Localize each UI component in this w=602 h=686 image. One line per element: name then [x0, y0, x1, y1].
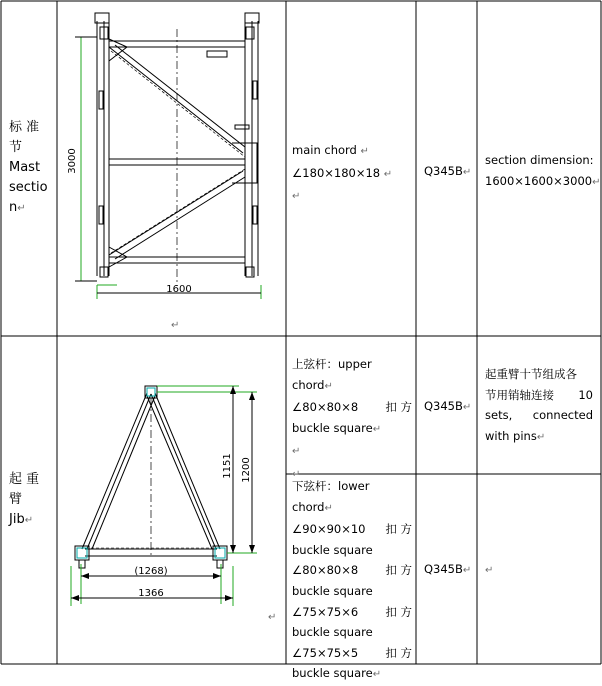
lower-chord-type-2: buckle square	[292, 583, 373, 598]
jib-remark-line1: 起重臂十节组成各	[485, 367, 577, 381]
upper-chord-title: 上弦杆：upper chord	[292, 357, 372, 392]
lower-chord-title: 下弦杆：lower chord	[292, 479, 370, 514]
jib-remark	[485, 364, 593, 448]
mast-grade-value: Q345B	[424, 164, 463, 178]
lower-chord-tag-3: 扣 方	[385, 604, 412, 619]
return-mark: ↵	[171, 320, 180, 331]
return-mark: ↵	[324, 380, 333, 392]
return-mark: ↵	[268, 612, 277, 623]
return-mark: ↵	[592, 176, 601, 188]
jib-drawing	[57, 336, 287, 664]
return-mark: ↵	[324, 502, 333, 514]
return-mark: ↵	[292, 446, 301, 458]
mast-remark-line1: section dimension:	[485, 153, 594, 167]
jib-remark-line3b: connected	[532, 408, 593, 423]
return-mark: ↵	[360, 146, 369, 157]
mast-remark	[485, 150, 599, 193]
return-mark: ↵	[292, 191, 301, 203]
return-mark: ↵	[17, 203, 26, 214]
return-mark: ↵	[536, 431, 546, 443]
return-mark: ↵	[462, 167, 472, 178]
mast-name-cn-2: 节	[9, 140, 23, 155]
mast-name-en: Mast	[9, 160, 41, 175]
mast-material-line2: ∠180×180×18	[292, 165, 381, 180]
lower-chord-tag-1: 扣 方	[385, 522, 412, 537]
return-mark: ↵	[485, 565, 494, 576]
jib-dim-1366: 1366	[138, 588, 164, 599]
jib-upper-grade-value: Q345B	[424, 399, 463, 413]
return-mark: ↵	[24, 515, 34, 526]
jib-dim-1151: 1151	[222, 453, 233, 479]
jib-lower-grade-value: Q345B	[424, 562, 463, 576]
return-mark: ↵	[372, 669, 382, 681]
jib-remark-line4: with pins	[485, 428, 537, 443]
lower-chord-tag-2: 扣 方	[385, 563, 412, 578]
jib-dim-1200: 1200	[241, 457, 252, 483]
mast-name-en-2: sectio	[9, 180, 48, 195]
jib-name	[9, 470, 55, 531]
jib-name-cn: 起 重	[9, 472, 40, 487]
lower-chord-size-2: ∠80×80×8	[292, 563, 359, 578]
lower-chord-size-4: ∠75×75×5	[292, 645, 359, 660]
jib-remark-line2b: 10	[578, 387, 593, 402]
return-mark: ↵	[372, 423, 382, 435]
upper-chord-tag: 扣 方	[385, 400, 412, 415]
lower-chord-type-1: buckle square	[292, 542, 373, 557]
lower-chord-tag-4: 扣 方	[385, 645, 412, 660]
mast-name	[9, 118, 55, 219]
jib-dim-1268: (1268)	[134, 566, 168, 577]
mast-remark-line2: 1600×1600×3000	[485, 173, 593, 188]
return-mark: ↵	[383, 168, 393, 180]
mast-grade	[424, 161, 471, 184]
jib-remark-line3: sets,	[485, 408, 513, 423]
return-mark: ↵	[462, 402, 472, 413]
jib-name-en: Jib	[9, 512, 25, 527]
mast-name-en-3: n	[9, 200, 18, 215]
mast-height-dim: 3000	[67, 148, 78, 174]
lower-chord-type-4: buckle square	[292, 666, 373, 681]
mast-name-cn: 标 准	[9, 120, 40, 135]
jib-lower-grade	[424, 559, 471, 582]
jib-lower-chord	[292, 476, 412, 686]
lower-chord-size-3: ∠75×75×6	[292, 604, 359, 619]
jib-name-cn-2: 臂	[9, 492, 23, 507]
return-mark: ↵	[462, 565, 472, 576]
return-mark: ↵	[292, 468, 301, 480]
lower-chord-type-3: buckle square	[292, 625, 373, 640]
upper-chord-type: buckle square	[292, 420, 373, 435]
mast-material-line1: main chord	[292, 143, 357, 157]
jib-upper-grade	[424, 396, 471, 419]
lower-chord-size-1: ∠90×90×10	[292, 522, 366, 537]
mast-width-dim: 1600	[166, 284, 192, 295]
mast-drawing	[57, 1, 287, 335]
jib-upper-chord	[292, 354, 412, 486]
jib-remark-line2: 节用销轴连接	[485, 387, 554, 402]
upper-chord-size: ∠80×80×8	[292, 400, 359, 415]
mast-material	[292, 140, 412, 208]
